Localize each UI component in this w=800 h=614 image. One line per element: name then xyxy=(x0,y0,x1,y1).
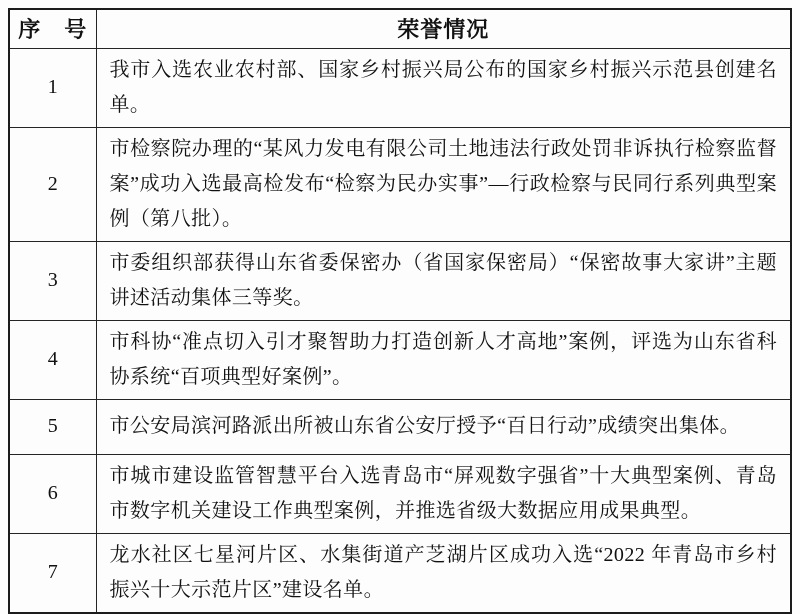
honor-text: 市委组织部获得山东省委保密办（省国家保密局）“保密故事大家讲”主题讲述活动集体三等奖。 xyxy=(96,241,791,320)
honor-text: 我市入选农业农村部、国家乡村振兴局公布的国家乡村振兴示范县创建名单。 xyxy=(96,48,791,127)
header-row xyxy=(9,9,791,48)
row-number: 6 xyxy=(9,454,96,533)
table-row xyxy=(9,399,791,454)
honor-text: 市科协“准点切入引才聚智助力打造创新人才高地”案例，评选为山东省科协系统“百项典型好案例”。 xyxy=(96,320,791,399)
table-row xyxy=(9,127,791,241)
row-number: 7 xyxy=(9,533,96,613)
table-row xyxy=(9,320,791,399)
honors-table xyxy=(8,8,792,614)
row-number: 3 xyxy=(9,241,96,320)
honor-text: 市检察院办理的“某风力发电有限公司土地违法行政处罚非诉执行检察监督案”成功入选最高检发布“检察为民办实事”—行政检察与民同行系列典型案例（第八批）。 xyxy=(96,127,791,241)
honor-text: 市城市建设监管智慧平台入选青岛市“屏观数字强省”十大典型案例、青岛市数字机关建设工作典型案例，并推选省级大数据应用成果典型。 xyxy=(96,454,791,533)
row-number: 1 xyxy=(9,48,96,127)
table-row xyxy=(9,454,791,533)
table-row xyxy=(9,48,791,127)
row-number: 2 xyxy=(9,127,96,241)
row-number: 4 xyxy=(9,320,96,399)
header-honor-status: 荣誉情况 xyxy=(96,9,791,48)
table-row xyxy=(9,241,791,320)
honor-text: 市公安局滨河路派出所被山东省公安厅授予“百日行动”成绩突出集体。 xyxy=(96,399,791,454)
table-row xyxy=(9,533,791,613)
honor-text: 龙水社区七星河片区、水集街道产芝湖片区成功入选“2022 年青岛市乡村振兴十大示范片区”建设名单。 xyxy=(96,533,791,613)
header-serial-number: 序 号 xyxy=(9,9,96,48)
row-number: 5 xyxy=(9,399,96,454)
